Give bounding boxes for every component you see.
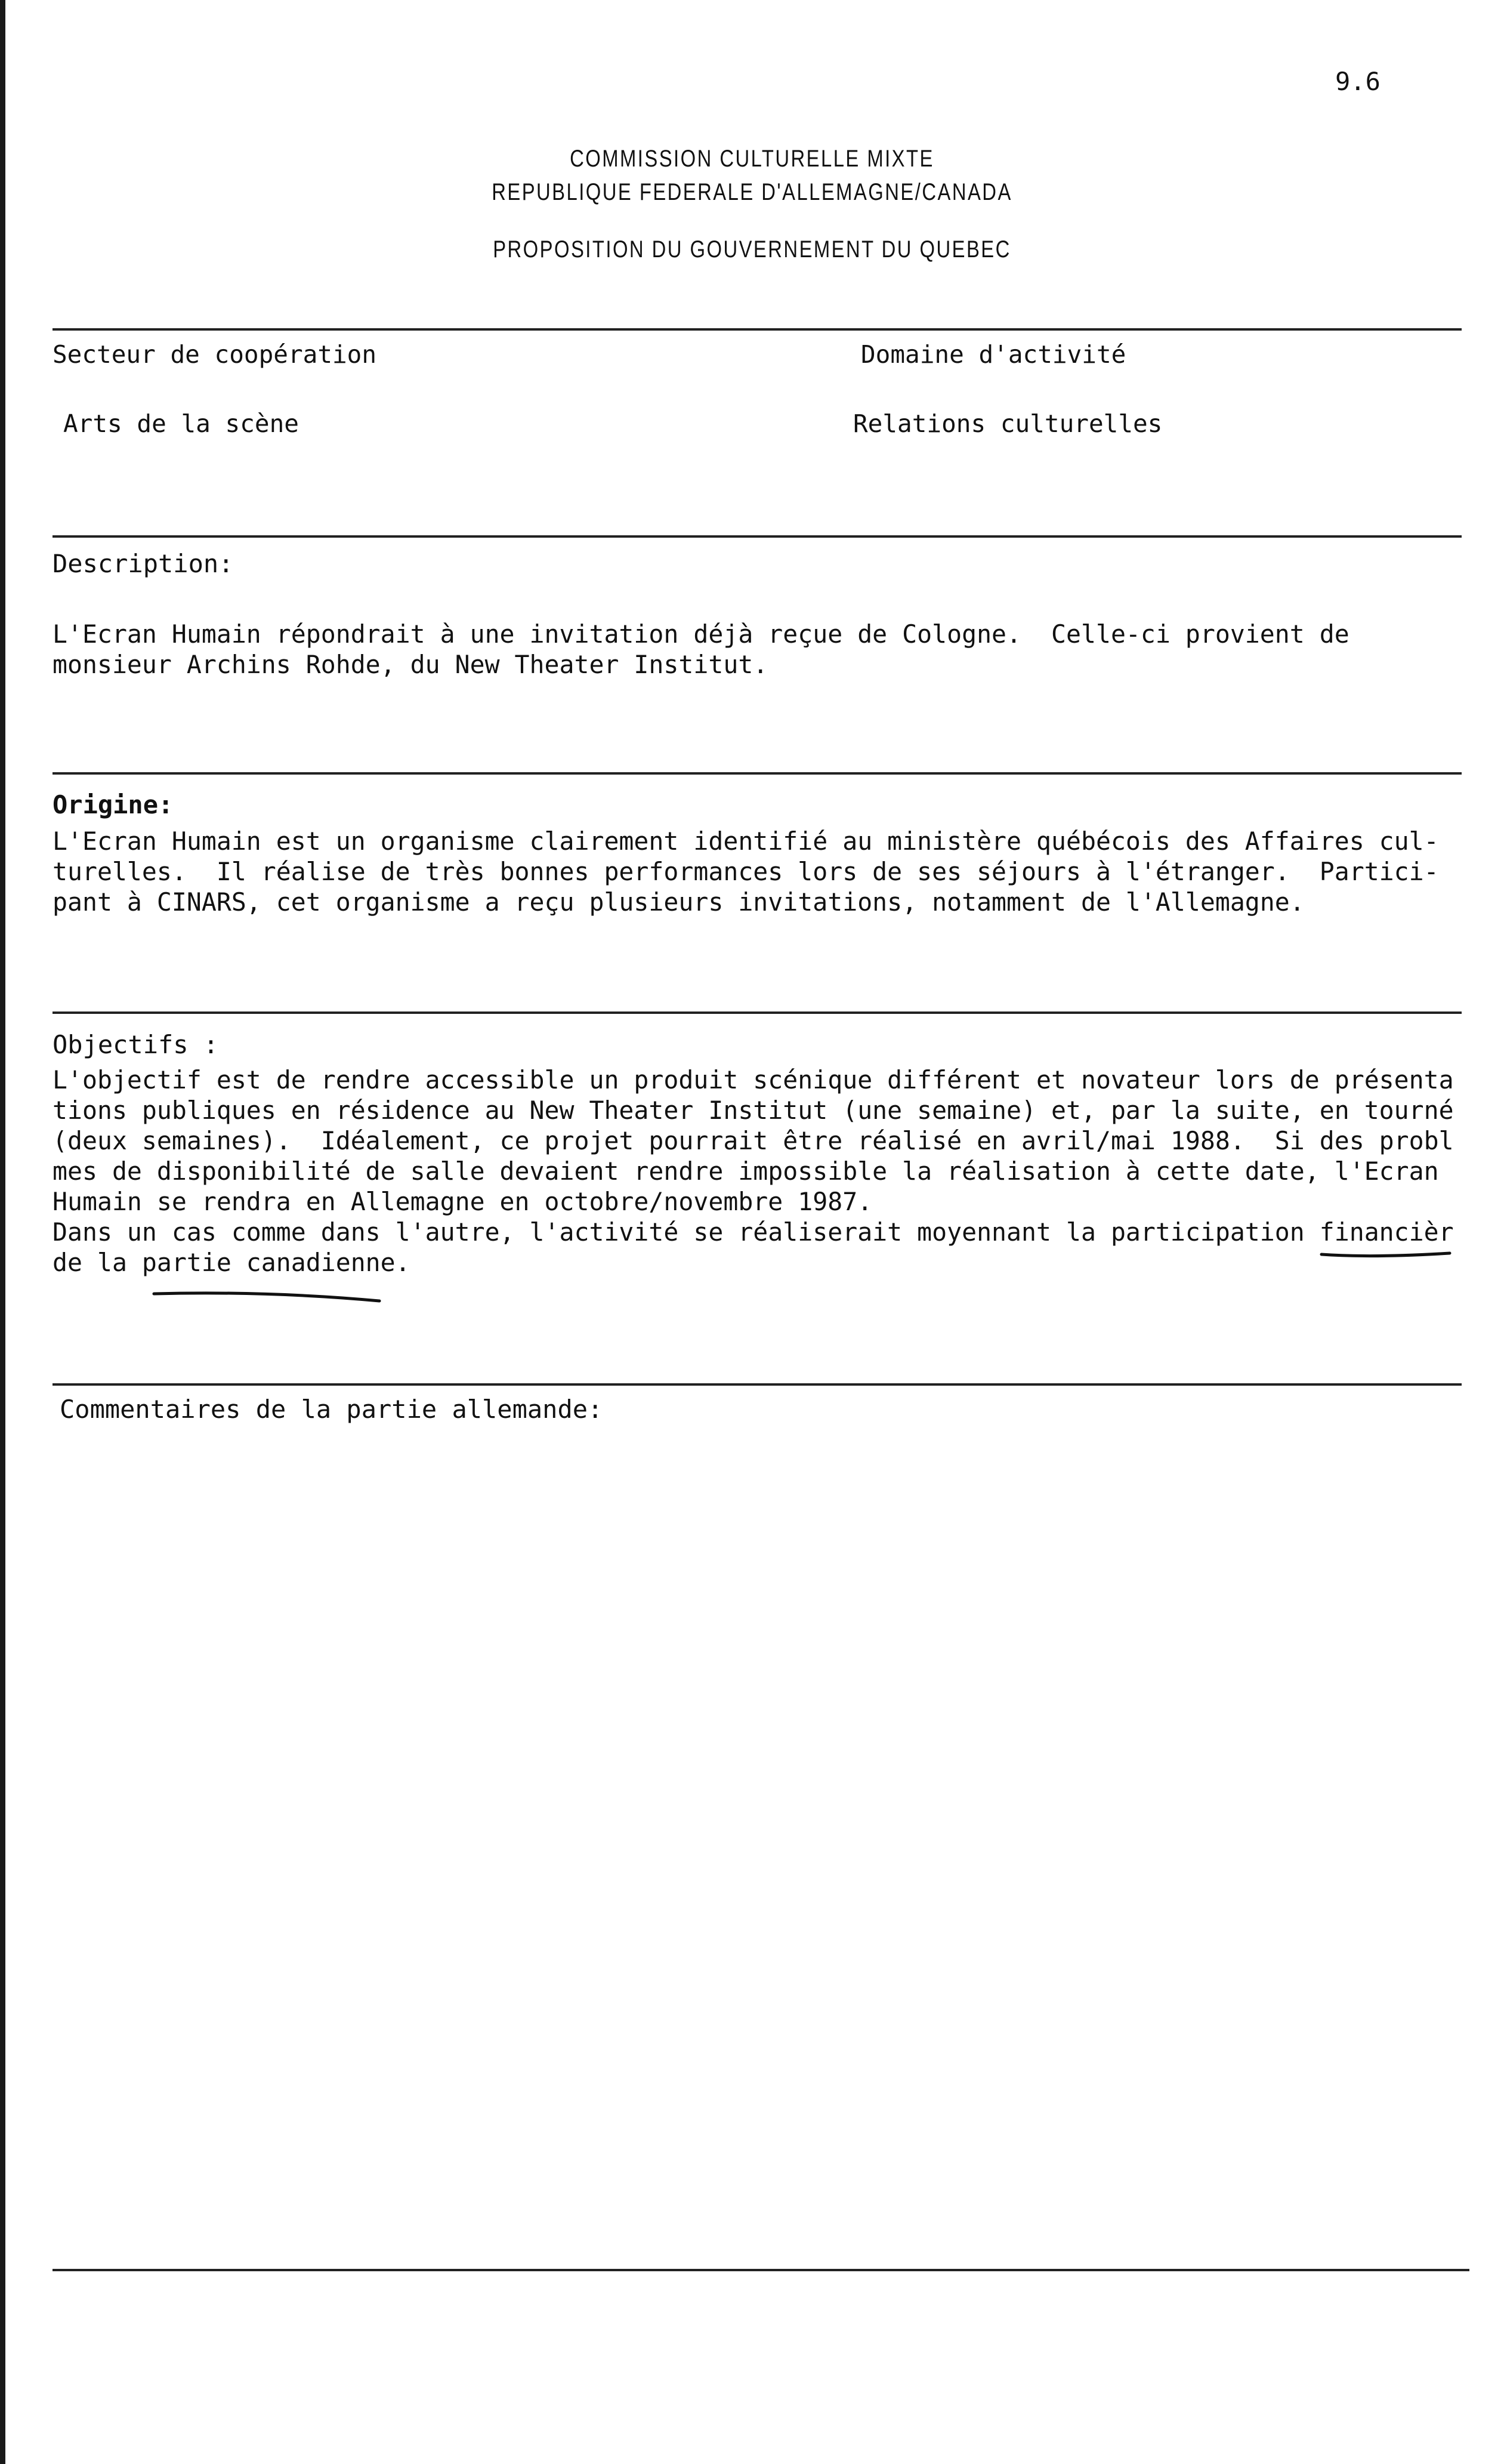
commentaires-heading: Commentaires de la partie allemande: bbox=[60, 1395, 603, 1424]
objectifs-line: Dans un cas comme dans l'autre, l'activité se réaliserait moyennant la participation financièr bbox=[52, 1217, 1454, 1247]
header-proposal-title: PROPOSITION DU GOUVERNEMENT DU QUEBEC bbox=[493, 236, 1011, 263]
objectifs-line: de la partie canadienne. bbox=[52, 1248, 410, 1277]
handwritten-underline-financier bbox=[1321, 1253, 1450, 1256]
header-country-title: REPUBLIQUE FEDERALE D'ALLEMAGNE/CANADA bbox=[492, 179, 1012, 205]
objectifs-line: mes de disponibilité de salle devaient rendre impossible la réalisation à cette date, l'Ecran bbox=[52, 1157, 1439, 1186]
description-line: monsieur Archins Rohde, du New Theater Institut. bbox=[52, 650, 768, 679]
origine-line: L'Ecran Humain est un organisme clairement identifié au ministère québécois des Affaires cul- bbox=[52, 827, 1439, 856]
objectifs-heading: Objectifs : bbox=[52, 1030, 219, 1059]
objectifs-line: tions publiques en résidence au New Theater Institut (une semaine) et, par la suite, en tourné bbox=[52, 1096, 1454, 1125]
divider-commentaires bbox=[52, 1383, 1462, 1386]
sector-label: Secteur de coopération bbox=[52, 340, 377, 369]
origine-line: turelles. Il réalise de très bonnes performances lors de ses séjours à l'étranger. Partici- bbox=[52, 857, 1439, 886]
domain-value: Relations culturelles bbox=[853, 409, 1163, 438]
objectifs-line: (deux semaines). Idéalement, ce projet pourrait être réalisé en avril/mai 1988. Si des probl bbox=[52, 1126, 1454, 1155]
domain-label: Domaine d'activité bbox=[861, 340, 1126, 369]
divider-bottom bbox=[52, 2269, 1469, 2271]
description-heading: Description: bbox=[52, 549, 234, 578]
page-number: 9.6 bbox=[1335, 67, 1381, 96]
objectifs-line: L'objectif est de rendre accessible un produit scénique différent et novateur lors de présenta bbox=[52, 1065, 1454, 1094]
description-line: L'Ecran Humain répondrait à une invitation déjà reçue de Cologne. Celle-ci provient de bbox=[52, 619, 1349, 649]
sector-value: Arts de la scène bbox=[63, 409, 299, 438]
header-commission-title: COMMISSION CULTURELLE MIXTE bbox=[570, 146, 934, 172]
origine-heading: Origine: bbox=[52, 790, 174, 819]
handwritten-underline-canadienne bbox=[154, 1293, 379, 1301]
origine-line: pant à CINARS, cet organisme a reçu plusieurs invitations, notamment de l'Allemagne. bbox=[52, 887, 1305, 917]
objectifs-line: Humain se rendra en Allemagne en octobre/novembre 1987. bbox=[52, 1187, 873, 1216]
